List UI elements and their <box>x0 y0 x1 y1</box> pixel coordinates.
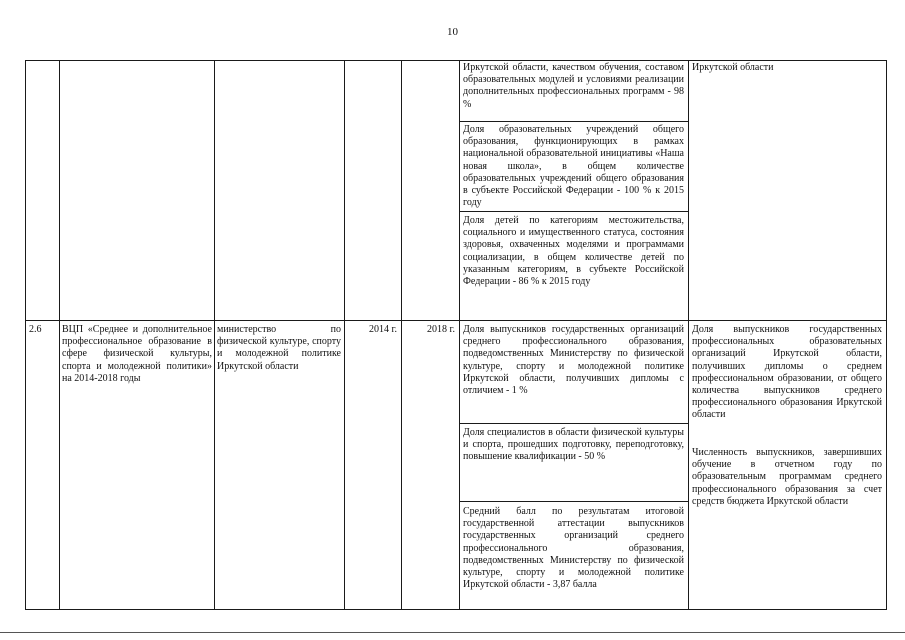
page-number: 10 <box>447 26 458 38</box>
page-bottom-rule <box>0 632 905 633</box>
column-rule <box>401 61 402 609</box>
result-cell: Доля выпускников государственных профессиональных образовательных организаций Иркутской области, получивших дипломы о среднем профессиональном образовании, от общего количества выпускников среднего профессионального образования Иркутской области <box>692 324 882 421</box>
indicator-cell: Доля специалистов в области физической культуры и спорта, прошедших подготовку, переподготовку, повышение квалификации - 50 % <box>463 427 684 463</box>
end-year: 2018 г. <box>427 324 455 335</box>
program-name: ВЦП «Среднее и дополнительное профессиональное образование в сфере физической культуры, спорта и молодежной политики» на 2014-2018 годы <box>62 324 212 384</box>
indicator-divider <box>459 423 688 424</box>
indicator-cell: Средний балл по результатам итоговой государственной аттестации выпускников государственных организаций среднего профессионального образования, подведомственных Министерству по физической культуре, спорту и молодежной политике Иркутской области - 3,87 балла <box>463 506 684 591</box>
column-rule <box>688 61 689 609</box>
indicator-divider <box>459 501 688 502</box>
column-rule <box>459 61 460 609</box>
start-year: 2014 г. <box>369 324 397 335</box>
column-rule <box>214 61 215 609</box>
column-rule <box>59 61 60 609</box>
row-number: 2.6 <box>29 324 42 335</box>
indicator-divider <box>459 211 688 212</box>
indicator-cell: Иркутской области, качеством обучения, составом образовательных модулей и условиями реализации дополнительных профессиональных программ - 98 % <box>463 62 684 110</box>
indicator-divider <box>459 121 688 122</box>
result-cell: Иркутской области <box>692 62 774 73</box>
result-cell: Численность выпускников, завершивших обучение в отчетном году по образовательным программам среднего профессионального образования за счет средств бюджета Иркутской области <box>692 447 882 507</box>
table-frame <box>25 60 887 610</box>
indicator-cell: Доля образовательных учреждений общего образования, функционирующих в рамках национальной образовательной инициативы «Наша новая школа», в общем количестве образовательных учреждений общего образования в субъекте Российской Федерации - 100 % к 2015 году <box>463 124 684 209</box>
indicator-cell: Доля выпускников государственных организаций среднего профессионального образования, подведомственных Министерству по физической культуре, спорту и молодежной политике Иркутской области, получивших дипломы с отличием - 1 % <box>463 324 684 397</box>
executor: министерство по физической культуре, спорту и молодежной политике Иркутской области <box>217 324 341 372</box>
indicator-cell: Доля детей по категориям местожительства, социального и имущественного статуса, состояния здоровья, охваченных моделями и программами социализации, в общем количестве детей по указанным категориям, в субъекте Российской Федерации - 86 % к 2015 году <box>463 215 684 288</box>
row-divider <box>26 320 886 321</box>
column-rule <box>344 61 345 609</box>
